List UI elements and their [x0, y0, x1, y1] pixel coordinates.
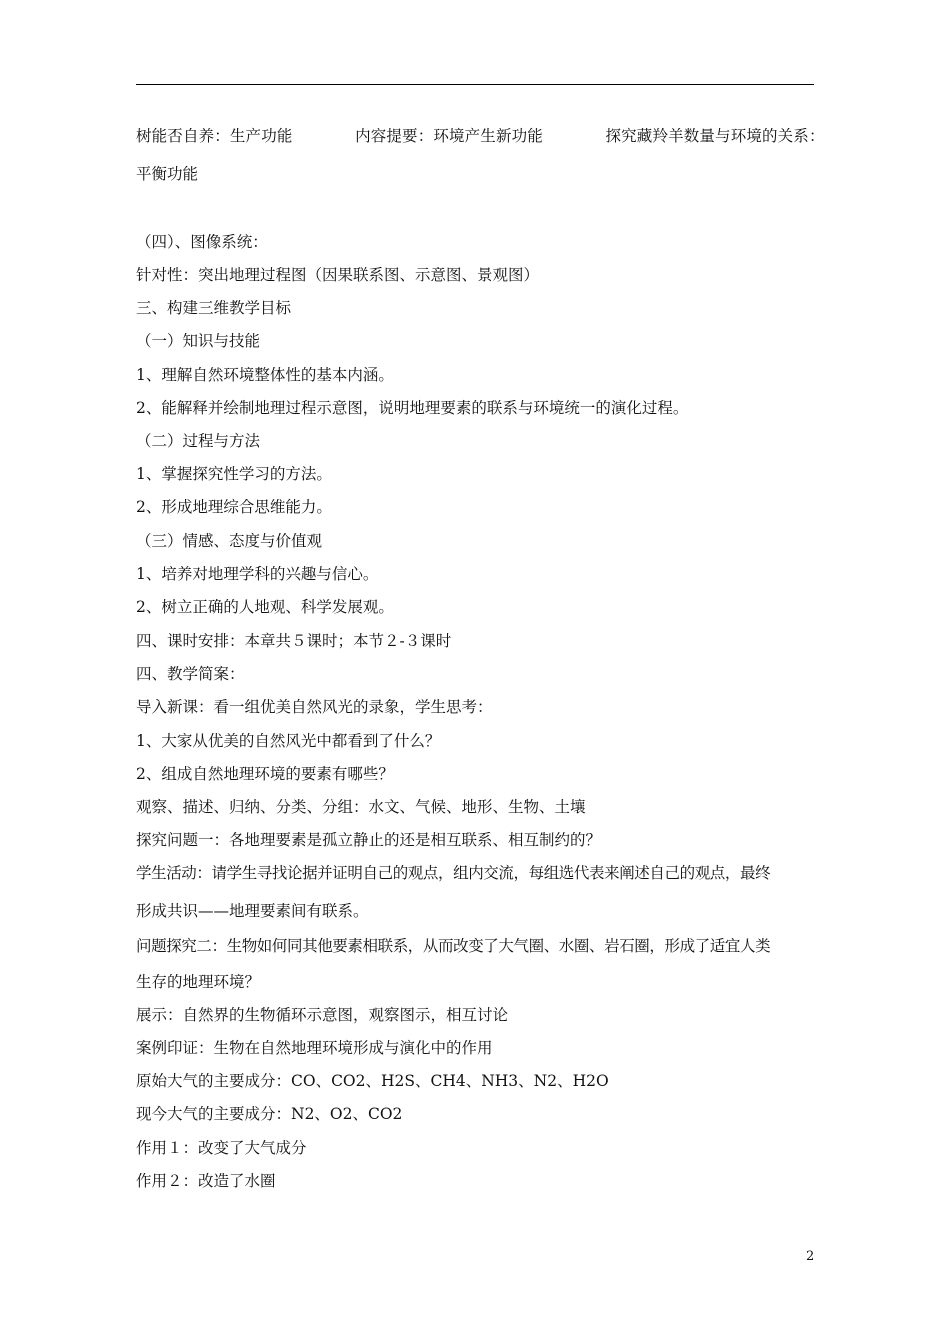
- list-item: 1、掌握探究性学习的方法。: [136, 465, 332, 483]
- text-line: 展示：自然界的生物循环示意图，观察图示，相互讨论: [136, 1006, 509, 1024]
- text-line: 生存的地理环境？: [136, 973, 261, 991]
- text-line: 形成共识——地理要素间有联系。: [136, 902, 369, 920]
- text-line: 观察、描述、归纳、分类、分组：水文、气候、地形、生物、土壤: [136, 798, 586, 816]
- section-heading: 四、教学简案：: [136, 665, 245, 683]
- section-heading: （四）、图像系统：: [136, 233, 268, 251]
- text-line: 平衡功能: [136, 165, 199, 183]
- text-line: 树能否自养：生产功能 内容提要：环境产生新功能 探究藏羚羊数量与环境的关系：: [136, 127, 825, 145]
- text-line: 案例印证：生物在自然地理环境形成与演化中的作用: [136, 1039, 493, 1057]
- list-item: 2、能解释并绘制地理过程示意图，说明地理要素的联系与环境统一的演化过程。: [136, 399, 689, 417]
- list-item: 2、组成自然地理环境的要素有哪些？: [136, 765, 394, 783]
- text-line: 探究问题一：各地理要素是孤立静止的还是相互联系、相互制约的？: [136, 831, 602, 849]
- section-heading: 四、课时安排：本章共５课时；本节２-３课时: [136, 632, 452, 650]
- list-item: 1、理解自然环境整体性的基本内涵。: [136, 366, 394, 384]
- header-rule: [136, 84, 814, 85]
- list-item: 2、形成地理综合思维能力。: [136, 498, 332, 516]
- text-line: 导入新课：看一组优美自然风光的录象，学生思考：: [136, 698, 493, 716]
- subsection-heading: （二）过程与方法: [136, 432, 261, 450]
- list-item: 1、大家从优美的自然风光中都看到了什么？: [136, 732, 441, 750]
- text-line: 现今大气的主要成分：N2、O2、CO2: [136, 1105, 403, 1123]
- text-line: 针对性：突出地理过程图（因果联系图、示意图、景观图）: [136, 266, 540, 284]
- text-line: 问题探究二：生物如何同其他要素相联系，从而改变了大气圈、水圈、岩石圈，形成了适宜人类: [136, 937, 771, 955]
- section-heading: 三、构建三维教学目标: [136, 299, 292, 317]
- text-line: 原始大气的主要成分：CO、CO2、H2S、CH4、NH3、N2、H2O: [136, 1072, 609, 1090]
- page-number: 2: [806, 1249, 815, 1264]
- subsection-heading: （三）情感、态度与价值观: [136, 532, 323, 550]
- text-line: 作用２：改造了水圈: [136, 1172, 276, 1190]
- subsection-heading: （一）知识与技能: [136, 332, 261, 350]
- list-item: 2、树立正确的人地观、科学发展观。: [136, 598, 394, 616]
- list-item: 1、培养对地理学科的兴趣与信心。: [136, 565, 379, 583]
- text-line: 作用１：改变了大气成分: [136, 1139, 307, 1157]
- text-line: 学生活动：请学生寻找论据并证明自己的观点，组内交流，每组选代表来阐述自己的观点，最终: [136, 864, 771, 882]
